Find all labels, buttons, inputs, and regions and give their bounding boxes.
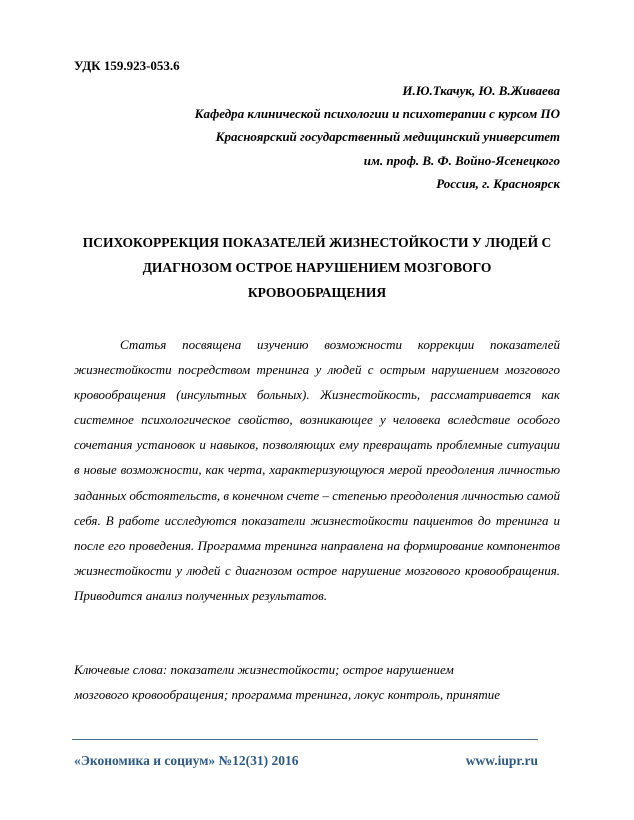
authors: И.Ю.Ткачук, Ю. В.Живаева [402, 83, 560, 98]
keywords-line-2: мозгового кровообращения; программа тренинга, локус контроль, принятие [74, 687, 501, 703]
department: Кафедра клинической психологии и психотерапии с курсом ПО [194, 106, 560, 122]
keywords-line-1: Ключевые слова: показатели жизнестойкости; острое нарушением [74, 662, 454, 677]
website-link[interactable]: www.iupr.ru [465, 753, 538, 768]
location: Россия, г. Красноярск [436, 175, 560, 191]
keywords [74, 657, 560, 707]
udk-code: УДК 159.923-053.6 [74, 58, 180, 73]
abstract: Статья посвящена изучению возможности коррекции показателей жизнестойкости посредством тренинга у людей с острым нарушением мозгового кровообращения (инсультных больных). Жизнестойкость, рассматривается как системное психологическое свойство, возникающее у человека вследствие особого сочетания установок и навыков, позволяющих ему превращать проблемные ситуации в новые возможности, как черта, характеризующуюся мерой преодоления личностью заданных обстоятельств, в конечном счете – степенью преодоления личностью самой себя. В работе исследуются показатели жизнестойкости пациентов до тренинга и после его проведения. Программа тренинга направлена на формирование компонентов жизнестойкости у людей с диагнозом острое нарушение мозгового кровообращения. Приводится анализ полученных результатов. [74, 337, 560, 603]
university-named-after: им. проф. В. Ф. Войно-Ясенецкого [363, 152, 560, 168]
article-title: ПСИХОКОРРЕКЦИЯ ПОКАЗАТЕЛЕЙ ЖИЗНЕСТОЙКОСТИ У ЛЮДЕЙ С ДИАГНОЗОМ ОСТРОЕ НАРУШЕНИЕМ МОЗГОВОГО КРОВООБРАЩЕНИЯ [82, 235, 552, 300]
affiliation-block [195, 79, 560, 195]
university: Красноярский государственный медицинский университет [215, 129, 560, 145]
journal-footer: «Экономика и социум» №12(31) 2016 [74, 753, 299, 768]
footer-divider [72, 739, 538, 740]
